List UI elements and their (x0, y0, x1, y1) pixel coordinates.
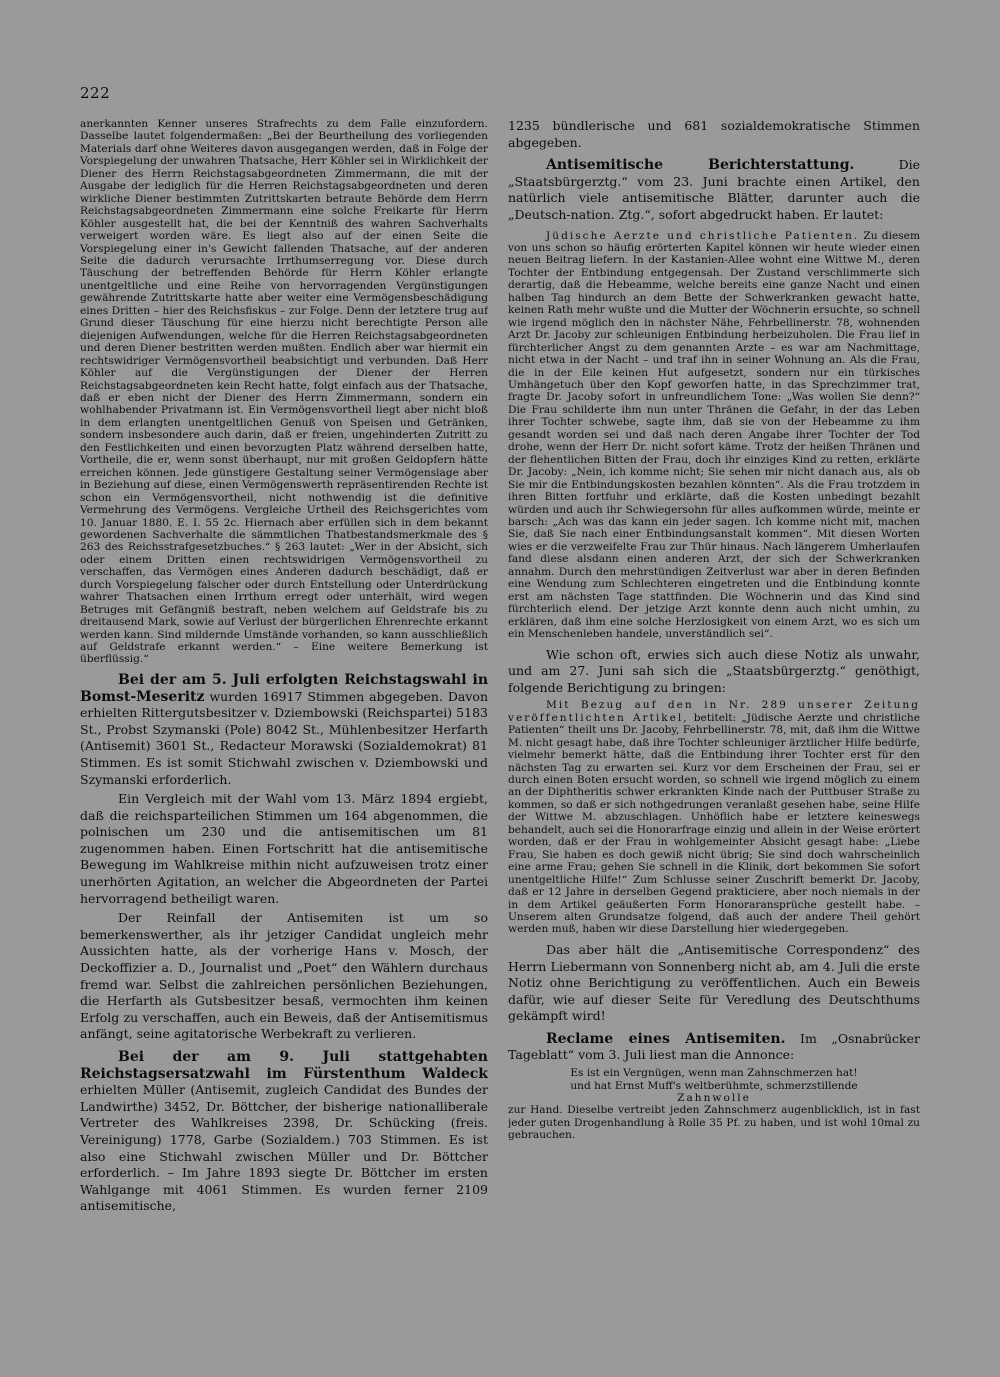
correspondence-remark: Das aber hält die „Antisemitische Correspondenz“ des Herrn Liebermann von Sonnenberg nicht ab, am 4. Juli die erste Notiz ohne Berichtigung zu veröffentlichen. Auch ein Beweis dafür, wie auf dieser Seite für Veredlung des Deutschthums gekämpft wird! (508, 941, 920, 1024)
correction-body: betitelt: „Jüdische Aerzte und christliche Patienten“ theilt uns Dr. Jacoby, Fehrbellinerstr. 78, mit, daß ihm die Wittwe M. nicht gesagt habe, daß ihre Tochter schleuniger ärztlicher Hilfe bedürfe, vielmehr bemerkt hätte, daß die Entbindung ihrer Tochter erst für den nächsten Tag zu erwarten sei. Kurz vor dem Erscheinen der Frau, sei er durch einen Boten ersucht worden, so schnell wie irgend möglich zu einem an der Diphtheritis schwer erkrankten Kinde nach der Puttbuser Straße zu kommen, so daß er sich nothgedrungen veranlaßt gesehen habe, seine Hilfe der Wittwe M. abzuschlagen. Unhöflich habe er letztere keineswegs behandelt, auch sei die Honorarfrage einzig und allein in der Weise erörtert worden, daß er der Frau in wohlgemeinter Absicht gesagt habe: „Liebe Frau, Sie haben es doch gewiß nicht übrig; Sie sind doch wahrscheinlich eine arme Frau; gehen Sie schnell in die Klinik, dort bekommen Sie sofort unentgeltliche Hilfe!“ Zum Schlusse seiner Zuschrift bemerkt Dr. Jacoby, daß er 12 Jahre in derselben Gegend prakticiere, aber noch niemals in der in dem Artikel geäußerten Form Honoraransprüche gestellt habe. – Unserem alten Grundsatze folgend, daß auch der andere Theil gehört werden muß, haben wir diese Darstellung hier wiedergegeben. (508, 711, 920, 936)
advert-line-4: zur Hand. Dieselbe vertreibt jeden Zahnschmerz augenblicklich, ist in fast jeder guten Drogenhandlung à Rolle 35 Pf. zu haben, und ist wohl 10mal zu gebrauchen. (508, 1104, 920, 1142)
election-comparison: Ein Vergleich mit der Wahl vom 13. März 1894 ergiebt, daß die reichsparteilichen Stimmen um 164 abgenommen, die polnischen um 230 und die antisemitischen um 81 zugenommen haben. Einen Fortschritt hat die antisemitische Bewegung im Wahlkreise mithin nicht aufzuweisen trotz einer unerhörten Agitation, an welcher die Abgeordneten der Partei hervorragend betheiligt waren. (80, 791, 488, 906)
election-heading-waldeck: Bei der am 9. Juli stattgehabten Reichstagsersatzwahl im Fürstenthum Waldeck (80, 1049, 488, 1082)
election-text-bomst: wurden 16917 Stimmen abgegeben. Davon erhielten Rittergutsbesitzer v. Dziembowski (Reichspartei) 5183 St., Probst Szymanski (Pole) 8042 St., Mühlenbesitzer Herfarth (Antisemit) 3601 St., Redacteur Morawski (Sozialdemokrat) 81 Stimmen. Es ist somit Stichwahl zwischen v. Dziembowski und Szymanski erforderlich. (80, 688, 488, 787)
advert-product-name: Zahnwolle (677, 1091, 751, 1104)
advert-heading: Reclame eines Antisemiten. (546, 1030, 786, 1047)
antisemite-failure: Der Reinfall der Antisemiten ist um so bemerkenswerther, als ihr jetziger Candidat ungleich mehr Aussichten hatte, als der vorherige Hans v. Mosch, der Deckoffizier a. D., Journalist und „Poet“ den Wählern durchaus fremd war. Selbst die zahlreichen persönlichen Beziehungen, die Herfarth als Gutsbesitzer besaß, vermochten ihm keinen Erfolg zu verschaffen, auch ein Beweis, daß der Antisemitismus anfängt, seine agitatorische Werbekraft zu verlieren. (80, 910, 488, 1042)
advert-line-2: und hat Ernst Muff's weltberühmte, schmerzstillende (570, 1079, 858, 1092)
correction-title: Mit Bezug auf den in Nr. 289 unserer Zeitung veröffentlichten Artikel, (508, 699, 920, 724)
correction-text (508, 699, 920, 936)
reporting-article (508, 157, 920, 223)
election-report-bomst (80, 672, 488, 788)
correction-intro: Wie schon oft, erwies sich auch diese Notiz als unwahr, und am 27. Juni sah sich die „Staatsbürgerztg.“ genöthigt, folgende Berichtigung zu bringen: (508, 646, 920, 695)
election-heading-bomst: Bei der am 5. Juli erfolgten Reichstagswahl in Bomst-Meseritz (80, 671, 488, 705)
waldeck-continuation: 1235 bündlerische und 681 sozialdemokratische Stimmen abgegeben. (508, 118, 920, 150)
advert-intro: Im „Osnabrücker Tageblatt“ vom 3. Juli liest man die Annonce: (508, 1030, 920, 1063)
page-number: 222 (80, 84, 111, 102)
election-text-waldeck: erhielten Müller (Antisemit, zugleich Candidat des Bundes der Landwirthe) 3452, Dr. Böttcher, der bisherige nationalliberale Vertreter des Wahlkreises 2398, Dr. Schücking (freis. Vereinigung) 1778, Garbe (Sozialdem.) 703 Stimmen. Es ist also eine Stichwahl zwischen Müller und Dr. Böttcher erforderlich. – Im Jahre 1893 siegte Dr. Böttcher im ersten Wahlgange mit 4061 Stimmen. Es wurden ferner 2109 antisemitische, (80, 1082, 488, 1214)
reporting-intro: Die „Staatsbürgerztg.“ vom 23. Juni brachte einen Artikel, den natürlich viele antisemitische Blätter, darunter auch die „Deutsch-nation. Ztg.“, sofort abgedruckt haben. Er lautet: (508, 157, 920, 222)
quoted-article (508, 230, 920, 641)
reporting-heading: Antisemitische Berichterstattung. (546, 157, 855, 174)
right-column (508, 118, 920, 1330)
quoted-article-text: Zu diesem von uns schon so häufig erörterten Kapitel können wir heute wieder einen neuen Beitrag liefern. In der Kastanien-Allee wohnt eine Wittwe M., deren Tochter der Entbindung entgegensah. Der Zustand verschlimmerte sich derartig, daß die Hebeamme, welche bereits eine ganze Nacht und einen halben Tag hindurch an dem Bette der Schwerkranken gewacht hatte, keinen Rath mehr wußte und die Mutter der Wöchnerin ersuchte, so schnell wie irgend möglich den in nächster Nähe, Fehrbellinerstr. 78, wohnenden Arzt Dr. Jacoby zur schleunigen Entbindung herbeizuholen. Die Frau lief in fürchterlicher Angst zu dem genannten Arzte – es war am Nachmittage, nicht etwa in der Nacht – und traf ihn in seiner Wohnung an. Als die Frau, die in der Eile keinen Hut aufgesetzt, sondern nur ein türkisches Umhängetuch über den Kopf geworfen hatte, in das Sprechzimmer trat, fragte Dr. Jacoby sofort in unfreundlichem Tone: „Was wollen Sie denn?“ Die Frau schilderte ihm nun unter Thränen die Gefahr, in der das Leben ihrer Tochter schwebe, sagte ihm, daß sie von der Hebeamme zu ihm gesandt worden sei und daß nach deren Angabe ihrer Tochter der Tod drohe, wenn der Herr Dr. nicht sofort käme. Trotz der heißen Thränen und der flehentlichen Bitten der Frau, doch ihr einziges Kind zu retten, erklärte Dr. Jacoby: „Nein, ich komme nicht; Sie sehen mir nicht danach aus, als ob Sie mir die Entbindungskosten bezahlen könnten“. Als die Frau trotzdem in ihren Bitten fortfuhr und erklärte, daß die Kosten unbedingt bezahlt würden und auch ihr Schwiegersohn für alles aufkommen würde, meinte er barsch: „Ach was das kann ein jeder sagen. Ich komme nicht mit, machen Sie, daß Sie nach einer Entbindungsanstalt kommen“. Mit diesen Worten wies er die verzweifelte Frau zur Thür hinaus. Nach längerem Umherlaufen fand diese alsdann einen anderen Arzt, der sich der Schwerkranken annahm. Durch den mehrstündigen Zeitverlust war aber in deren Befinden eine Wendung zum Schlechteren eingetreten und die Entbindung konnte erst am nächsten Tage stattfinden. Die Wöchnerin und das Kind sind fürchterlich elend. Der jetzige Arzt konnte denn auch nicht umhin, zu erklären, daß ihm eine solche Herzlosigkeit von einem Arzt, wo es sich um ein Menschenleben handele, unverständlich sei“. (508, 229, 920, 641)
election-report-waldeck (80, 1049, 488, 1215)
advert-line-1: Es ist ein Vergnügen, wenn man Zahnschmerzen hat! (570, 1067, 858, 1080)
left-column (80, 118, 488, 1318)
advert-article (508, 1031, 920, 1064)
quoted-article-title: Jüdische Aerzte und christliche Patienten. (546, 229, 860, 242)
legal-opinion-text: anerkannten Kenner unseres Strafrechts zu dem Falle einzufordern. Dasselbe lautet folgendermaßen: „Bei der Beurtheilung des vorliegenden Materials darf ohne Weiteres davon ausgegangen werden, daß in Folge der Vorspiegelung der unwahren Thatsache, Herr Köhler sei in Wirklichkeit der Diener des Herrn Reichstagsabgeordneten Zimmermann, die mit der Ausgabe der lediglich für die Herren Reichstagsabgeordneten und deren wirkliche Diener bestimmten Zutrittskarten betraute Behörde dem Herrn Reichstagsabgeordneten Zimmermann eine solche Freikarte für Herrn Köhler ausgestellt hat, die bei der Kenntniß des wahren Sachverhalts verweigert worden wäre. Es liegt also auf der einen Seite die Vorspiegelung einer in's Gewicht fallenden Thatsache, auf der anderen Seite die dadurch verursachte Irrthumserregung vor. Diese durch Täuschung der betreffenden Behörde für Herrn Köhler erlangte unentgeltliche und eine Reihe von hervorragenden Vergünstigungen gewährende Zutrittskarte hatte aber weiter eine Vermögensbeschädigung eines Dritten – hier des Reichsfiskus – zur Folge. Denn der letztere trug auf Grund dieser Täuschung für eine hierzu nicht berechtigte Person alle diejenigen Aufwendungen, welche für die Herren Reichstagsabgeordneten und deren Diener bestritten werden mußten. Endlich aber war hiermit ein rechtswidriger Vermögensvortheil beabsichtigt und verbunden. Daß Herr Köhler auf die Vergünstigungen der Diener der Herren Reichstagsabgeordneten kein Recht hatte, folgt einfach aus der Thatsache, daß er eben nicht der Diener des Herrn Zimmermann, sondern ein wohlhabender Privatmann ist. Ein Vermögensvortheil liegt aber nicht bloß in dem erlangten unentgeltlichen Genuß von Speisen und Getränken, sondern insbesondere auch darin, daß er freien, ungehinderten Zutritt zu den Festlichkeiten und einen bevorzugten Platz während derselben hatte, Vortheile, die er, wenn sonst überhaupt, nur mit großen Geldopfern hätte erreichen können. Jede günstigere Gestaltung seiner Vermögenslage aber in Beziehung auf diese, einen Vermögenswerth repräsentirenden Rechte ist schon ein Vermögensvortheil, nicht nothwendig ist die definitive Vermehrung des Vermögens. Vergleiche Urtheil des Reichsgerichtes vom 10. Januar 1880. E. I. 55 2c. Hiernach aber erfüllen sich in dem bekannt gewordenen Sachverhalte die sämmtlichen Thatbestandsmerkmale des § 263 des Reichsstrafgesetzbuches.“ § 263 lautet: „Wer in der Absicht, sich oder einem Dritten einen rechtswidrigen Vermögensvortheil zu verschaffen, das Vermögen eines Anderen dadurch beschädigt, daß er durch Vorspiegelung falscher oder durch Entstellung oder Unterdrückung wahrer Thatsachen einen Irrthum erregt oder unterhält, wird wegen Betruges mit Gefängniß bestraft, neben welchem auf Geldstrafe bis zu dreitausend Mark, sowie auf Verlust der bürgerlichen Ehrenrechte erkannt werden kann. Sind mildernde Umstände vorhanden, so kann ausschließlich auf Geldstrafe erkannt werden.“ – Eine weitere Bemerkung ist überflüssig.“ (80, 118, 488, 666)
